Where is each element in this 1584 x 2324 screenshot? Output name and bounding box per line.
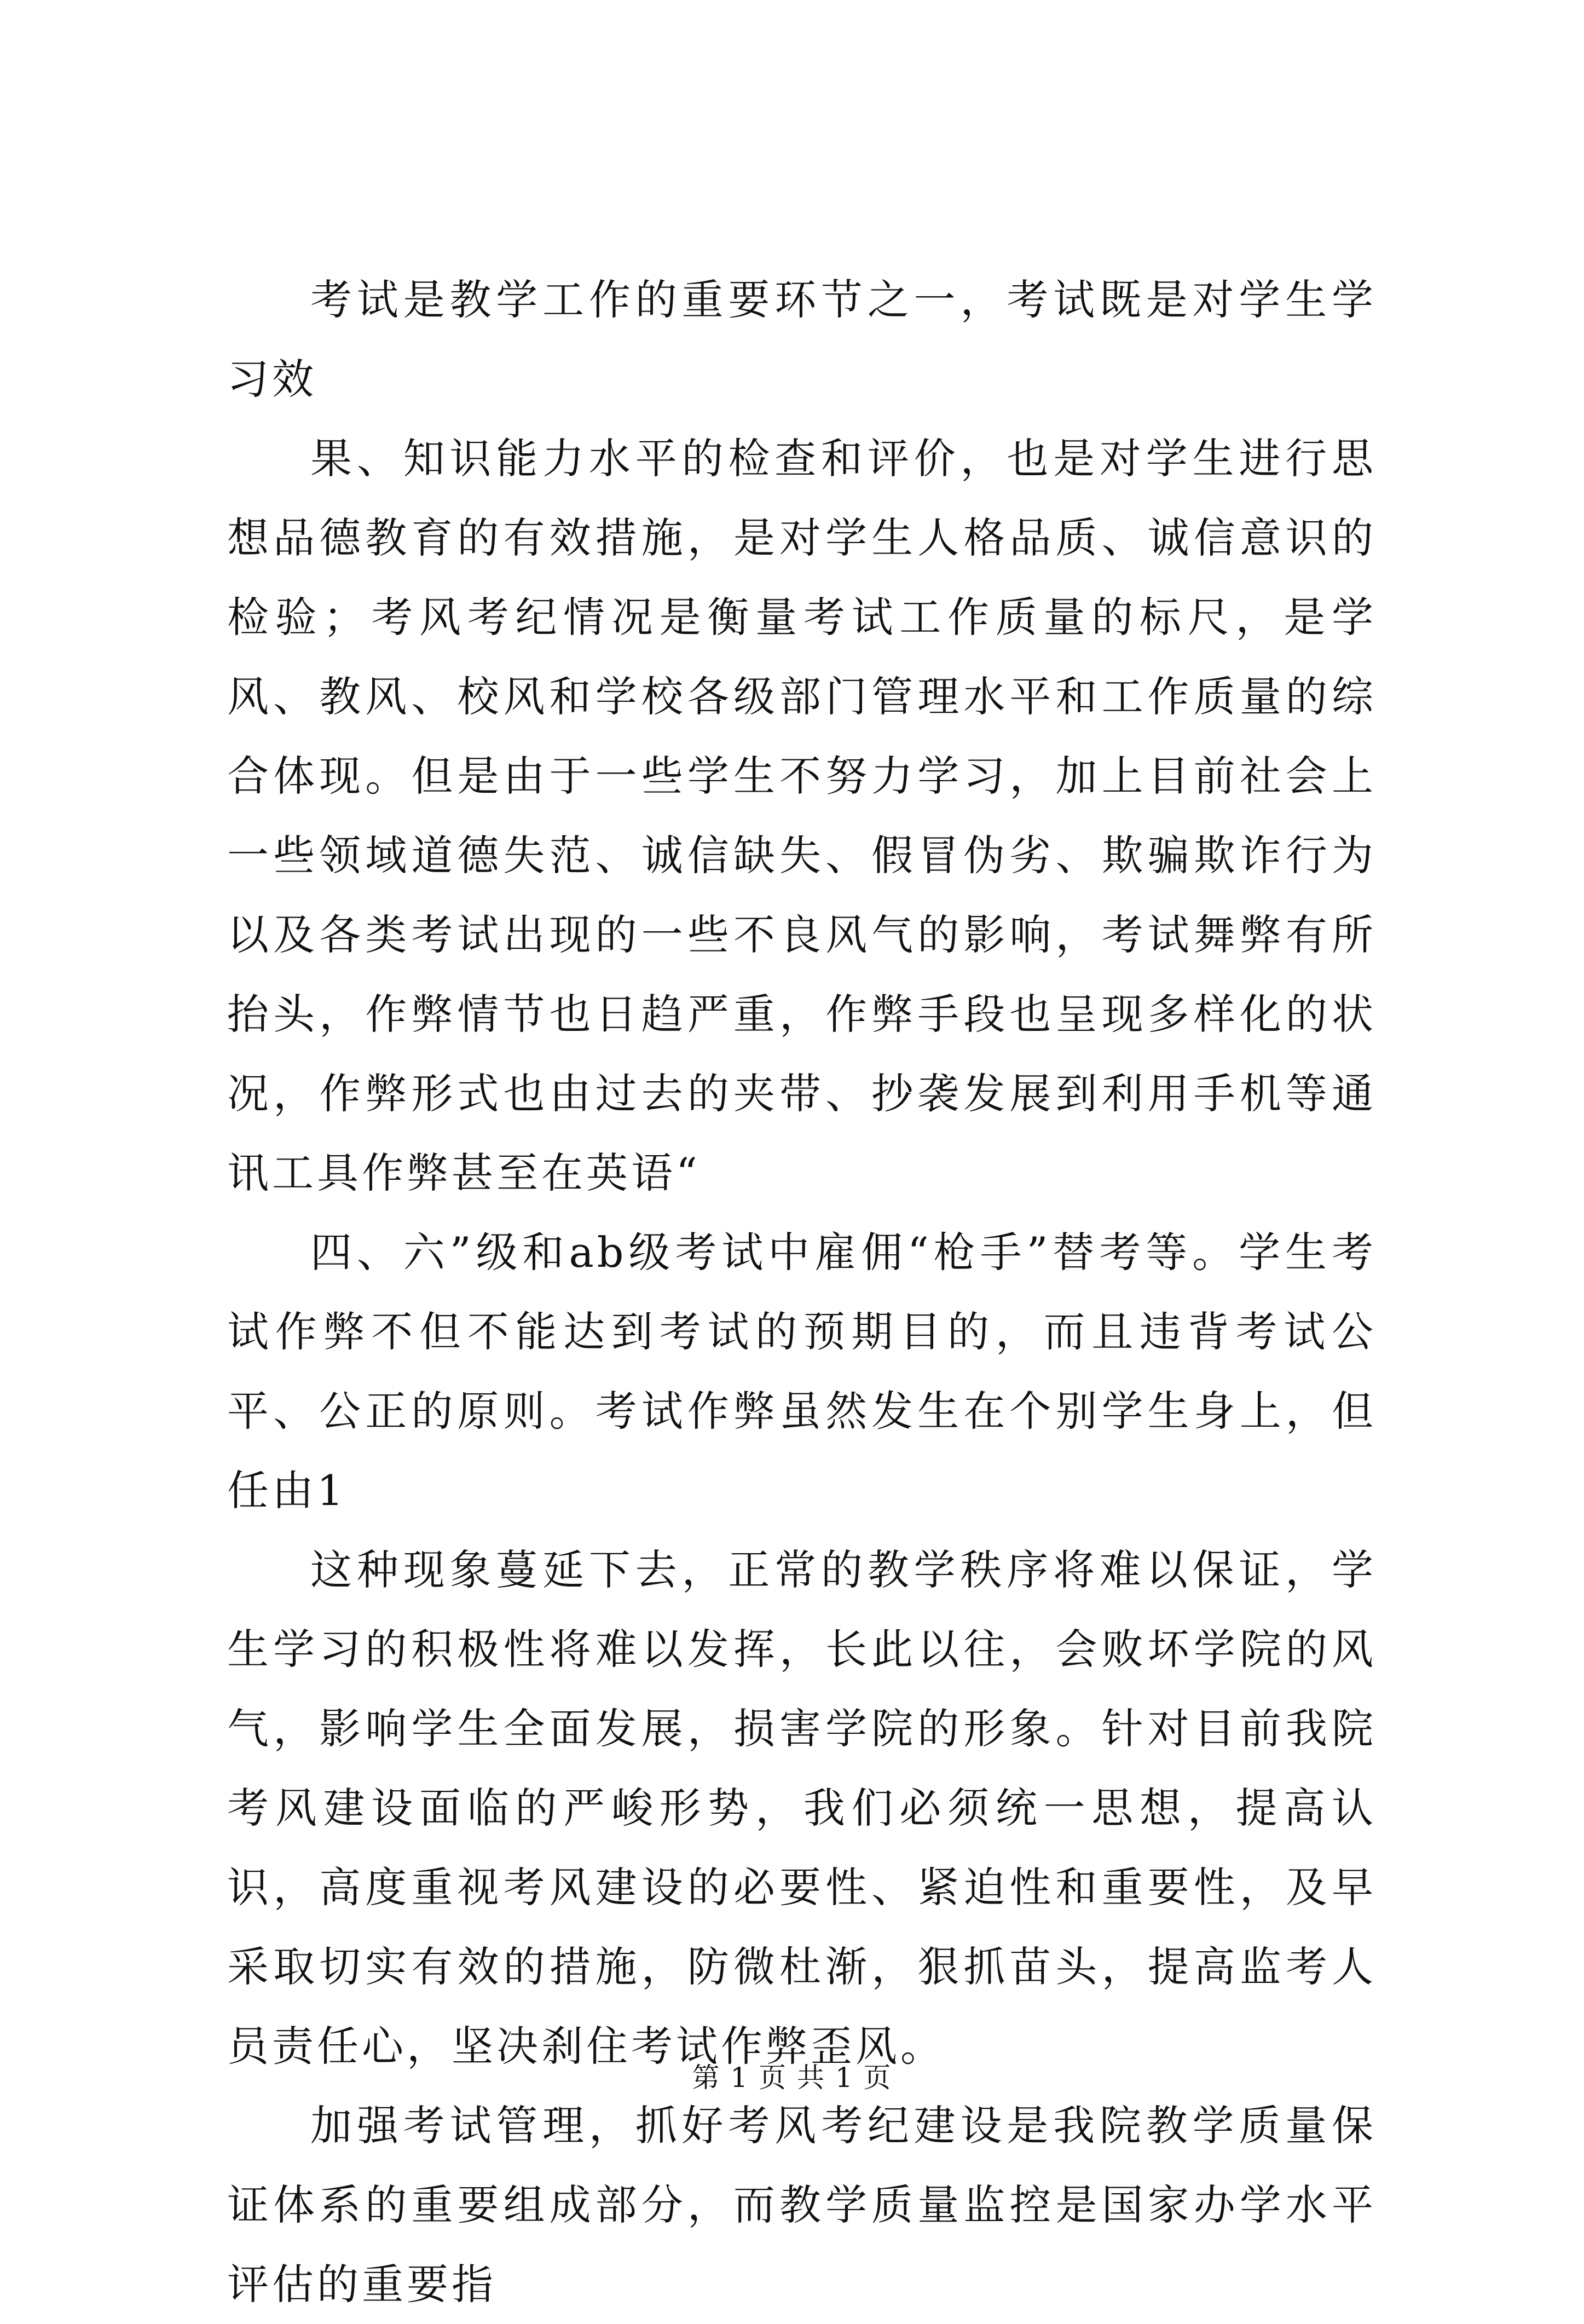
paragraph: 果、知识能力水平的检查和评价，也是对学生进行思想品德教育的有效措施，是对学生人格品质、诚信意识的检验；考风考纪情况是衡量考试工作质量的标尺，是学风、教风、校风和学校各级部门管理水平和工作质量的综合体现。但是由于一些学生不努力学习，加上目前社会上一些领域道德失范、诚信缺失、假冒伪劣、欺骗欺诈行为以及各类考试出现的一些不良风气的影响，考试舞弊有所抬头，作弊情节也日趋严重，作弊手段也呈现多样化的状况，作弊形式也由过去的夹带、抄袭发展到利用手机等通讯工具作弊甚至在英语“ <box>227 434 1377 1197</box>
paragraph: 四、六”级和ab级考试中雇佣“枪手”替考等。学生考试作弊不但不能达到考试的预期目的，而且违背考试公平、公正的原则。考试作弊虽然发生在个别学生身上，但任由1 <box>227 1228 1377 1515</box>
page-number-footer: 第 1 页 共 1 页 <box>692 2062 892 2094</box>
document-body <box>227 260 1377 2324</box>
paragraph: 考试是教学工作的重要环节之一，考试既是对学生学习效 <box>227 275 1377 403</box>
paragraph: 加强考试管理，抓好考风考纪建设是我院教学质量保证体系的重要组成部分，而教学质量监控是国家办学水平评估的重要指 <box>227 2101 1377 2309</box>
paragraph: 这种现象蔓延下去，正常的教学秩序将难以保证，学生学习的积极性将难以发挥，长此以往，会败坏学院的风气，影响学生全面发展，损害学院的形象。针对目前我院考风建设面临的严峻形势，我们必须统一思想，提高认识，高度重视考风建设的必要性、紧迫性和重要性，及早采取切实有效的措施，防微杜渐，狠抓苗头，提高监考人员责任心，坚决刹住考试作弊歪风。 <box>227 1546 1377 2071</box>
